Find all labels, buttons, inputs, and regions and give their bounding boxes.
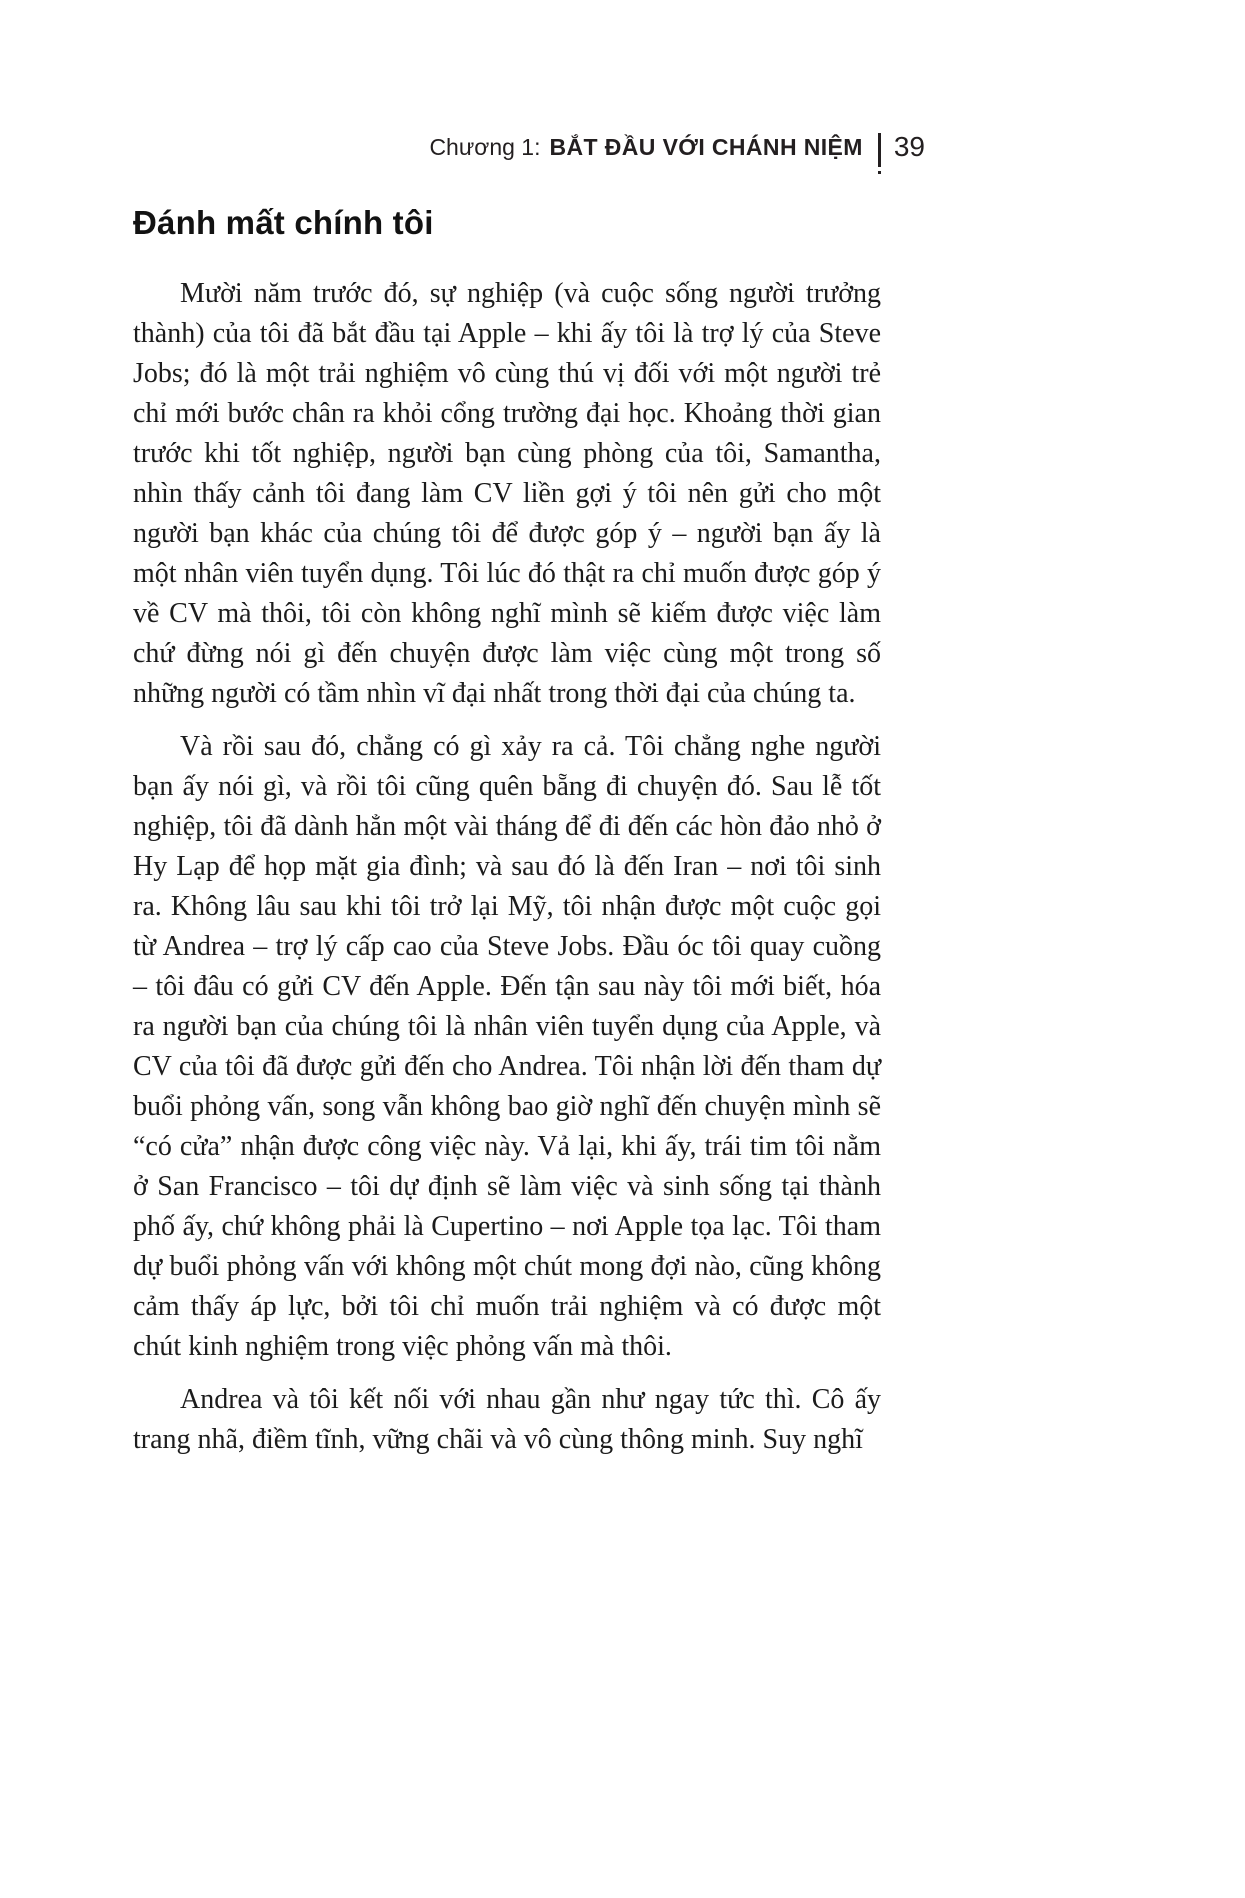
chapter-label: Chương 1: [429,133,541,160]
page-content [133,204,881,1460]
page-header [133,130,925,164]
body-paragraph-3: Andrea và tôi kết nối với nhau gần như ngay tức thì. Cô ấy trang nhã, điềm tĩnh, vững chãi và vô cùng thông minh. Suy nghĩ [133,1384,881,1455]
page-number: 39 [893,131,925,162]
body-paragraph-1: Mười năm trước đó, sự nghiệp (và cuộc sống người trưởng thành) của tôi đã bắt đầu tại Apple – khi ấy tôi là trợ lý của Steve Jobs; đó là một trải nghiệm vô cùng thú vị đối với một người trẻ chỉ mới bước chân ra khỏi cổng trường đại học. Khoảng thời gian trước khi tốt nghiệp, người bạn cùng phòng của tôi, Samantha, nhìn thấy cảnh tôi đang làm CV liền gợi ý tôi nên gửi cho một người bạn khác của chúng tôi để được góp ý – người bạn ấy là một nhân viên tuyển dụng. Tôi lúc đó thật ra chỉ muốn được góp ý về CV mà thôi, tôi còn không nghĩ mình sẽ kiếm được việc làm chứ đừng nói gì đến chuyện được làm việc cùng một trong số những người có tầm nhìn vĩ đại nhất trong thời đại của chúng ta. [133,278,881,709]
header-divider [878,133,881,167]
body-paragraph-2: Và rồi sau đó, chẳng có gì xảy ra cả. Tôi chẳng nghe người bạn ấy nói gì, và rồi tôi cũng quên bẵng đi chuyện đó. Sau lễ tốt nghiệp, tôi đã dành hẳn một vài tháng để đi đến các hòn đảo nhỏ ở Hy Lạp để họp mặt gia đình; và sau đó là đến Iran – nơi tôi sinh ra. Không lâu sau khi tôi trở lại Mỹ, tôi nhận được một cuộc gọi từ Andrea – trợ lý cấp cao của Steve Jobs. Đầu óc tôi quay cuồng – tôi đâu có gửi CV đến Apple. Đến tận sau này tôi mới biết, hóa ra người bạn của chúng tôi là nhân viên tuyển dụng của Apple, và CV của tôi đã được gửi đến cho Andrea. Tôi nhận lời đến tham dự buổi phỏng vấn, song vẫn không bao giờ nghĩ đến chuyện mình sẽ “có cửa” nhận được công việc này. Vả lại, khi ấy, trái tim tôi nằm ở San Francisco – tôi dự định sẽ làm việc và sinh sống tại thành phố ấy, chứ không phải là Cupertino – nơi Apple tọa lạc. Tôi tham dự buổi phỏng vấn với không một chút mong đợi nào, cũng không cảm thấy áp lực, bởi tôi chỉ muốn trải nghiệm và có được một chút kinh nghiệm trong việc phỏng vấn mà thôi. [133,731,881,1362]
section-heading: Đánh mất chính tôi [133,204,434,241]
chapter-title: BẮT ĐẦU VỚI CHÁNH NIỆM [549,133,863,160]
